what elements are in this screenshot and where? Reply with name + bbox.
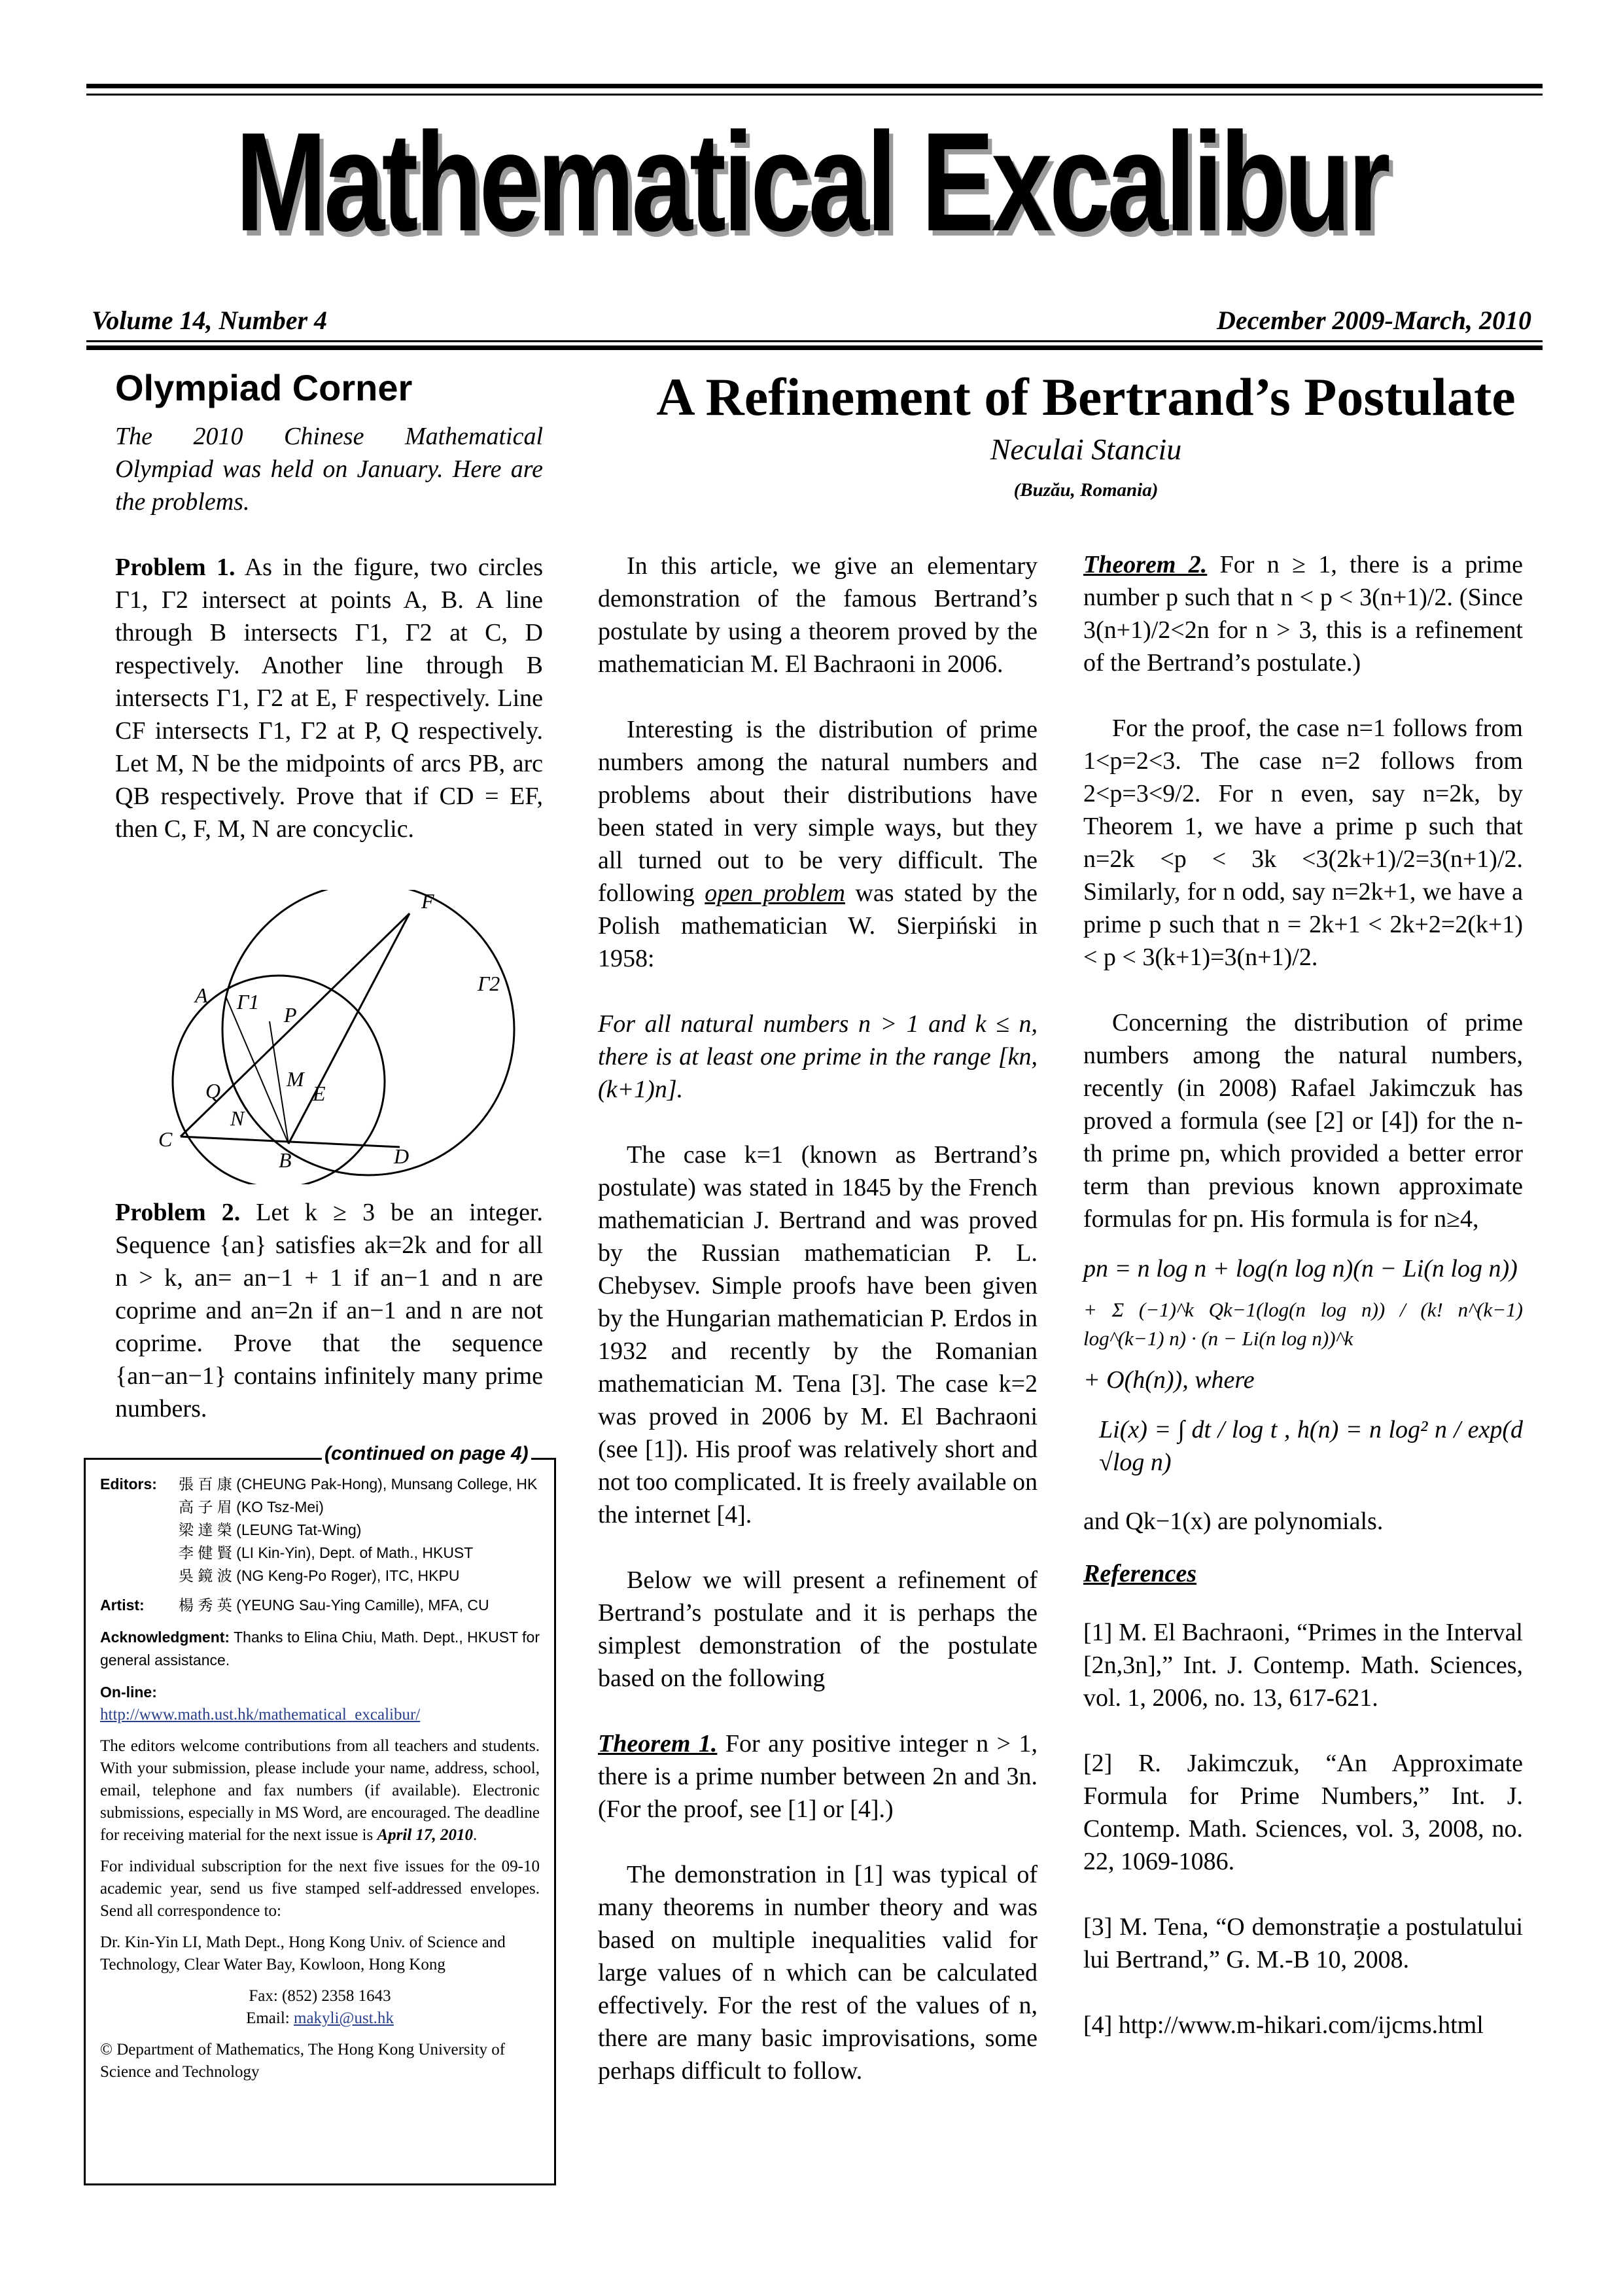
deadline-date: April 17, 2010 — [377, 1826, 474, 1844]
article-para-2b: was stated by the Polish mathematician W. Sierpiński in 1958: — [598, 879, 1038, 972]
editors-row — [100, 1473, 540, 1587]
label-gamma-2: Γ2 — [478, 972, 500, 995]
problem-2 — [115, 1196, 543, 1425]
theorem-2 — [1083, 548, 1523, 679]
continued-note: (continued on page 4) — [322, 1443, 531, 1465]
masthead-rule-thick — [86, 345, 1543, 350]
theorem-1 — [598, 1727, 1038, 1826]
reference-item[interactable]: [4] http://www.m-hikari.com/ijcms.html — [1083, 2011, 1484, 2039]
article-column-2 — [1083, 548, 1523, 2074]
circle-gamma-2 — [222, 890, 514, 1175]
copyright: © Department of Mathematics, The Hong Kong University of Science and Technology — [100, 2041, 506, 2081]
theorem-1-text: For any positive integer n > 1, there is a prime number between 2n and 3n. (For the proof, see [1] or [4].) — [598, 1730, 1038, 1823]
article-title: A Refinement of Bertrand’s Postulate — [656, 367, 1516, 427]
theorem-2-label: Theorem 2. — [1083, 551, 1208, 578]
sierpinski-quote: For all natural numbers n > 1 and k ≤ n, there is at least one prime in the range [kn,(k+1)n]. — [598, 1010, 1038, 1103]
masthead-rule-thin — [86, 340, 1543, 342]
olympiad-heading: Olympiad Corner — [115, 367, 413, 408]
formula-definitions: Li(x) = ∫ dt / log t , h(n) = n log² n / exp(d √log n) — [1099, 1416, 1523, 1476]
article-para-5: The demonstration in [1] was typical of many theorems in number theory and was based on multiple inequalities valid for large values of n which can be calculated effectively. For the rest of the values of n, there are many basic improvisations, some perhaps difficult to follow. — [598, 1861, 1038, 2085]
formula-line-3: + O(h(n)), where — [1083, 1366, 1255, 1394]
article-para-2a: Interesting is the distribution of prime numbers among the natural numbers and problems about their distributions have been stated in very simple ways, but they all turned out to be very difficult. The following — [598, 716, 1038, 907]
artist-label: Artist: — [100, 1597, 145, 1614]
label-gamma-1: Γ1 — [237, 990, 260, 1014]
after-formula: and Qk−1(x) are polynomials. — [1083, 1508, 1384, 1535]
theorem-1-label: Theorem 1. — [598, 1730, 718, 1757]
article-author: Neculai Stanciu — [990, 433, 1182, 466]
online-label: On-line: — [100, 1684, 157, 1701]
label-d: D — [394, 1144, 410, 1168]
reference-item: [3] M. Tena, “O demonstrație a postulatului lui Bertrand,” G. M.-B 10, 2008. — [1083, 1913, 1523, 1973]
label-e: E — [313, 1082, 326, 1105]
line-b-f — [288, 913, 410, 1144]
label-p: P — [284, 1003, 297, 1027]
contributions-note — [100, 1735, 540, 1846]
top-rule-thick — [86, 84, 1543, 88]
reference-item: [1] M. El Bachraoni, “Primes in the Interval [2n,3n],” Int. J. Contemp. Math. Sciences, vol. 1, 2006, no. 13, 617-621. — [1083, 1619, 1523, 1712]
editor-item: 吳 鏡 波 (NG Keng-Po Roger), ITC, HKPU — [179, 1567, 460, 1584]
mailing-address: Dr. Kin-Yin LI, Math Dept., Hong Kong Univ. of Science and Technology, Clear Water Bay, Kowloon, Hong Kong — [100, 1934, 506, 1973]
theorem-2-text: For n ≥ 1, there is a prime number p such that n < p < 3(n+1)/2. (Since 3(n+1)/2<2n for n > 3, this is a refinement of the Bertrand’s postulate.) — [1083, 551, 1524, 677]
subscription-note: For individual subscription for the next five issues for the 09-10 academic year, send us five stamped self-addressed envelopes. Send all correspondence to: — [100, 1858, 540, 1920]
formula-sum: + Σ (−1)^k Qk−1(log(n log n)) / (k! n^(k−1) log^(k−1) n) · (n − Li(n log n))^k — [1083, 1298, 1523, 1350]
editor-item: 張 百 康 (CHEUNG Pak-Hong), Munsang College, HK — [179, 1475, 538, 1492]
editor-item: 李 健 賢 (LI Kin-Yin), Dept. of Math., HKUST — [179, 1544, 474, 1561]
jakimczuk-paragraph: Concerning the distribution of prime numbers among the natural numbers, recently (in 2008) Rafael Jakimczuk has proved a formula (see [2] or [4]) for the n-th prime pn, which provided a better error term than previous known approximate formulas for pn. His formula is for n≥4, — [1083, 1009, 1523, 1233]
open-problem-link: open problem — [705, 879, 845, 907]
masthead-title: Mathematical Excalibur — [235, 103, 1388, 260]
problem-2-label: Problem 2. — [115, 1199, 241, 1226]
olympiad-corner — [115, 367, 544, 852]
acknowledgment — [100, 1626, 540, 1672]
ack-label: Acknowledgment: — [100, 1629, 230, 1646]
article-para-2 — [598, 713, 1038, 975]
problem-2-text: Let k ≥ 3 be an integer. Sequence {an} satisfies ak=2k and for all n > k, an= an−1 + 1 if an−1 and n are coprime and an=2n if an−1 and n are not coprime. Prove that the sequence {an−an−1} contains infinitely many prime numbers. — [115, 1199, 543, 1422]
editor-item: 高 子 眉 (KO Tsz-Mei) — [179, 1498, 324, 1515]
references-heading: References — [1083, 1560, 1197, 1587]
ack-text: Thanks to Elina Chiu, Math. Dept., HKUST for general assistance. — [100, 1629, 540, 1669]
email-label: Email: — [246, 2009, 290, 2027]
fax-number: Fax: (852) 2358 1643 — [249, 1987, 391, 2005]
reference-item: [2] R. Jakimczuk, “An Approximate Formula for Prime Numbers,” Int. J. Contemp. Math. Sciences, vol. 3, 2008, no. 22, 1069-1086. — [1083, 1750, 1523, 1875]
contributions-text: The editors welcome contributions from all teachers and students. With your submission, please include your name, address, school, email, telephone and fax numbers (if available). Electronic submissions, especially in MS Word, are encouraged. The deadline for receiving material for the next issue is — [100, 1737, 540, 1844]
contributions-end: . — [473, 1826, 478, 1844]
problem-1 — [115, 551, 543, 845]
issue-date: December 2009-March, 2010 — [1216, 306, 1531, 335]
article-affiliation: (Buzău, Romania) — [1013, 480, 1159, 501]
label-b: B — [279, 1148, 292, 1172]
artist-row — [100, 1594, 540, 1617]
volume-number: Volume 14, Number 4 — [92, 306, 328, 335]
editors-label: Editors: — [100, 1475, 157, 1492]
email-line — [100, 2007, 540, 2030]
label-n: N — [230, 1106, 245, 1130]
proof-paragraph: For the proof, the case n=1 follows from 1<p=2<3. The case n=2 follows from 2<p=3<9/2. For n even, say n=2k, by Theorem 1, we have a prime p such that n=2k <p < 3k <3(2k+1)/2=3(n+1)/2. Similarly, for n odd, say n=2k+1, we have a prime p such that n = 2k+1 < 2k+2=2(k+1) < p < 3(k+1)=3(n+1)/2. — [1083, 715, 1523, 971]
problem-1-text: As in the figure, two circles Γ1, Γ2 intersect at points A, B. A line through B intersects Γ1, Γ2 at C, D respectively. Another line through B intersects Γ1, Γ2 at E, F respectively. Line CF intersects Γ1, Γ2 at P, Q respectively. Let M, N be the midpoints of arcs PB, arc QB respectively. Prove that if CD = EF, then C, F, M, N are concyclic. — [115, 554, 544, 843]
article-column-1 — [598, 550, 1038, 2120]
online-link[interactable]: http://www.math.ust.hk/mathematical_excalibur/ — [100, 1706, 421, 1723]
label-c: C — [158, 1127, 173, 1151]
label-q: Q — [205, 1079, 221, 1103]
problem-1-label: Problem 1. — [115, 554, 236, 581]
label-m: M — [287, 1067, 304, 1091]
article-para-4: Below we will present a refinement of Bertrand’s postulate and it is perhaps the simplest demonstration of the postulate based on the following — [598, 1566, 1038, 1692]
formula-line-1: pn = n log n + log(n log n)(n − Li(n log n)) — [1083, 1255, 1518, 1282]
label-f: F — [421, 890, 434, 913]
problem-1-figure — [148, 890, 540, 1184]
artist-name: 楊 秀 英 (YEUNG Sau-Ying Camille), MFA, CU — [179, 1597, 489, 1614]
label-a: A — [195, 983, 208, 1007]
editors-list — [179, 1473, 537, 1587]
top-rule-thin — [86, 94, 1543, 96]
olympiad-intro: The 2010 Chinese Mathematical Olympiad was held on January. Here are the problems. — [115, 423, 543, 516]
article-para-3: The case k=1 (known as Bertrand’s postulate) was stated in 1845 by the French mathematician J. Bertrand and was proved by the Russian mathematician P. L. Chebysev. Simple proofs have been given by the Hungarian mathematician P. Erdos in 1932 and recently by the Romanian mathematician M. Tena [3]. The case k=2 was proved in 2006 by M. El Bachraoni (see [1]). His proof was relatively short and not too complicated. It is freely available on the internet [4]. — [598, 1141, 1038, 1528]
editor-item: 梁 達 榮 (LEUNG Tat-Wing) — [179, 1521, 362, 1538]
editors-box — [84, 1458, 556, 2185]
email-link[interactable]: makyli@ust.hk — [294, 2009, 394, 2027]
article-para-1: In this article, we give an elementary demonstration of the famous Bertrand’s postulate by using a theorem proved by the mathematician M. El Bachraoni in 2006. — [598, 552, 1038, 678]
